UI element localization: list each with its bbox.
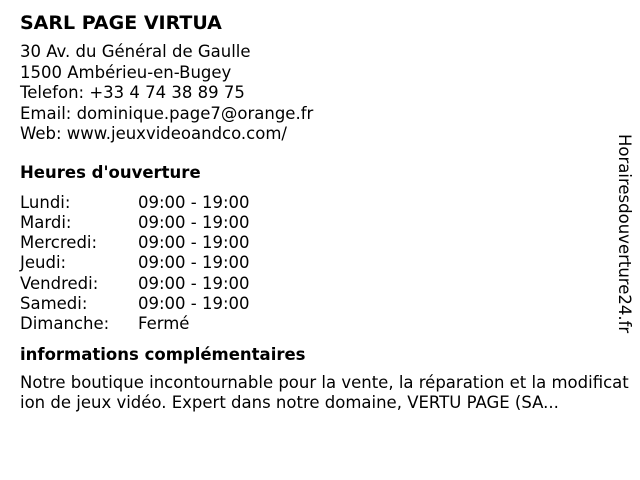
hours-time: 09:00 - 19:00 [138, 293, 250, 313]
hours-table [20, 193, 620, 335]
hours-day: Lundi: [20, 192, 71, 212]
hours-row-thursday [20, 253, 620, 273]
hours-day: Mardi: [20, 212, 72, 232]
website: Web: www.jeuxvideoandco.com/ [20, 124, 287, 143]
company-name: SARL PAGE VIRTUA [20, 12, 222, 34]
hours-day: Vendredi: [20, 273, 99, 293]
email-address: Email: dominique.page7@orange.fr [20, 103, 314, 123]
hours-row-tuesday [20, 213, 620, 233]
watermark-text: Horairesdouverture24.fr [615, 134, 634, 334]
hours-day: Jeudi: [20, 253, 67, 273]
hours-row-saturday [20, 294, 620, 314]
hours-time: 09:00 - 19:00 [138, 212, 250, 232]
hours-time: 09:00 - 19:00 [138, 192, 250, 212]
info-description: Notre boutique incontournable pour la vente, la réparation et la modification de jeux vidéo. Expert dans notre domaine, VERTU PAGE (SA... [20, 372, 629, 413]
address-city: 1500 Ambérieu-en-Bugey [20, 62, 232, 82]
hours-heading: Heures d'ouverture [20, 162, 201, 182]
hours-time: 09:00 - 19:00 [138, 233, 250, 253]
address-street: 30 Av. du Général de Gaulle [20, 42, 251, 61]
hours-row-sunday [20, 314, 620, 334]
phone-number: Telefon: +33 4 74 38 89 75 [20, 83, 245, 102]
hours-time: 09:00 - 19:00 [138, 253, 250, 273]
hours-time: 09:00 - 19:00 [138, 273, 250, 293]
hours-row-friday [20, 274, 620, 294]
hours-time: Fermé [138, 314, 190, 334]
contact-block [20, 42, 620, 145]
hours-row-wednesday [20, 233, 620, 253]
hours-day: Mercredi: [20, 233, 98, 253]
info-heading: informations complémentaires [20, 344, 306, 364]
hours-day: Samedi: [20, 293, 88, 313]
hours-day: Dimanche: [20, 314, 110, 334]
hours-row-monday [20, 193, 620, 213]
